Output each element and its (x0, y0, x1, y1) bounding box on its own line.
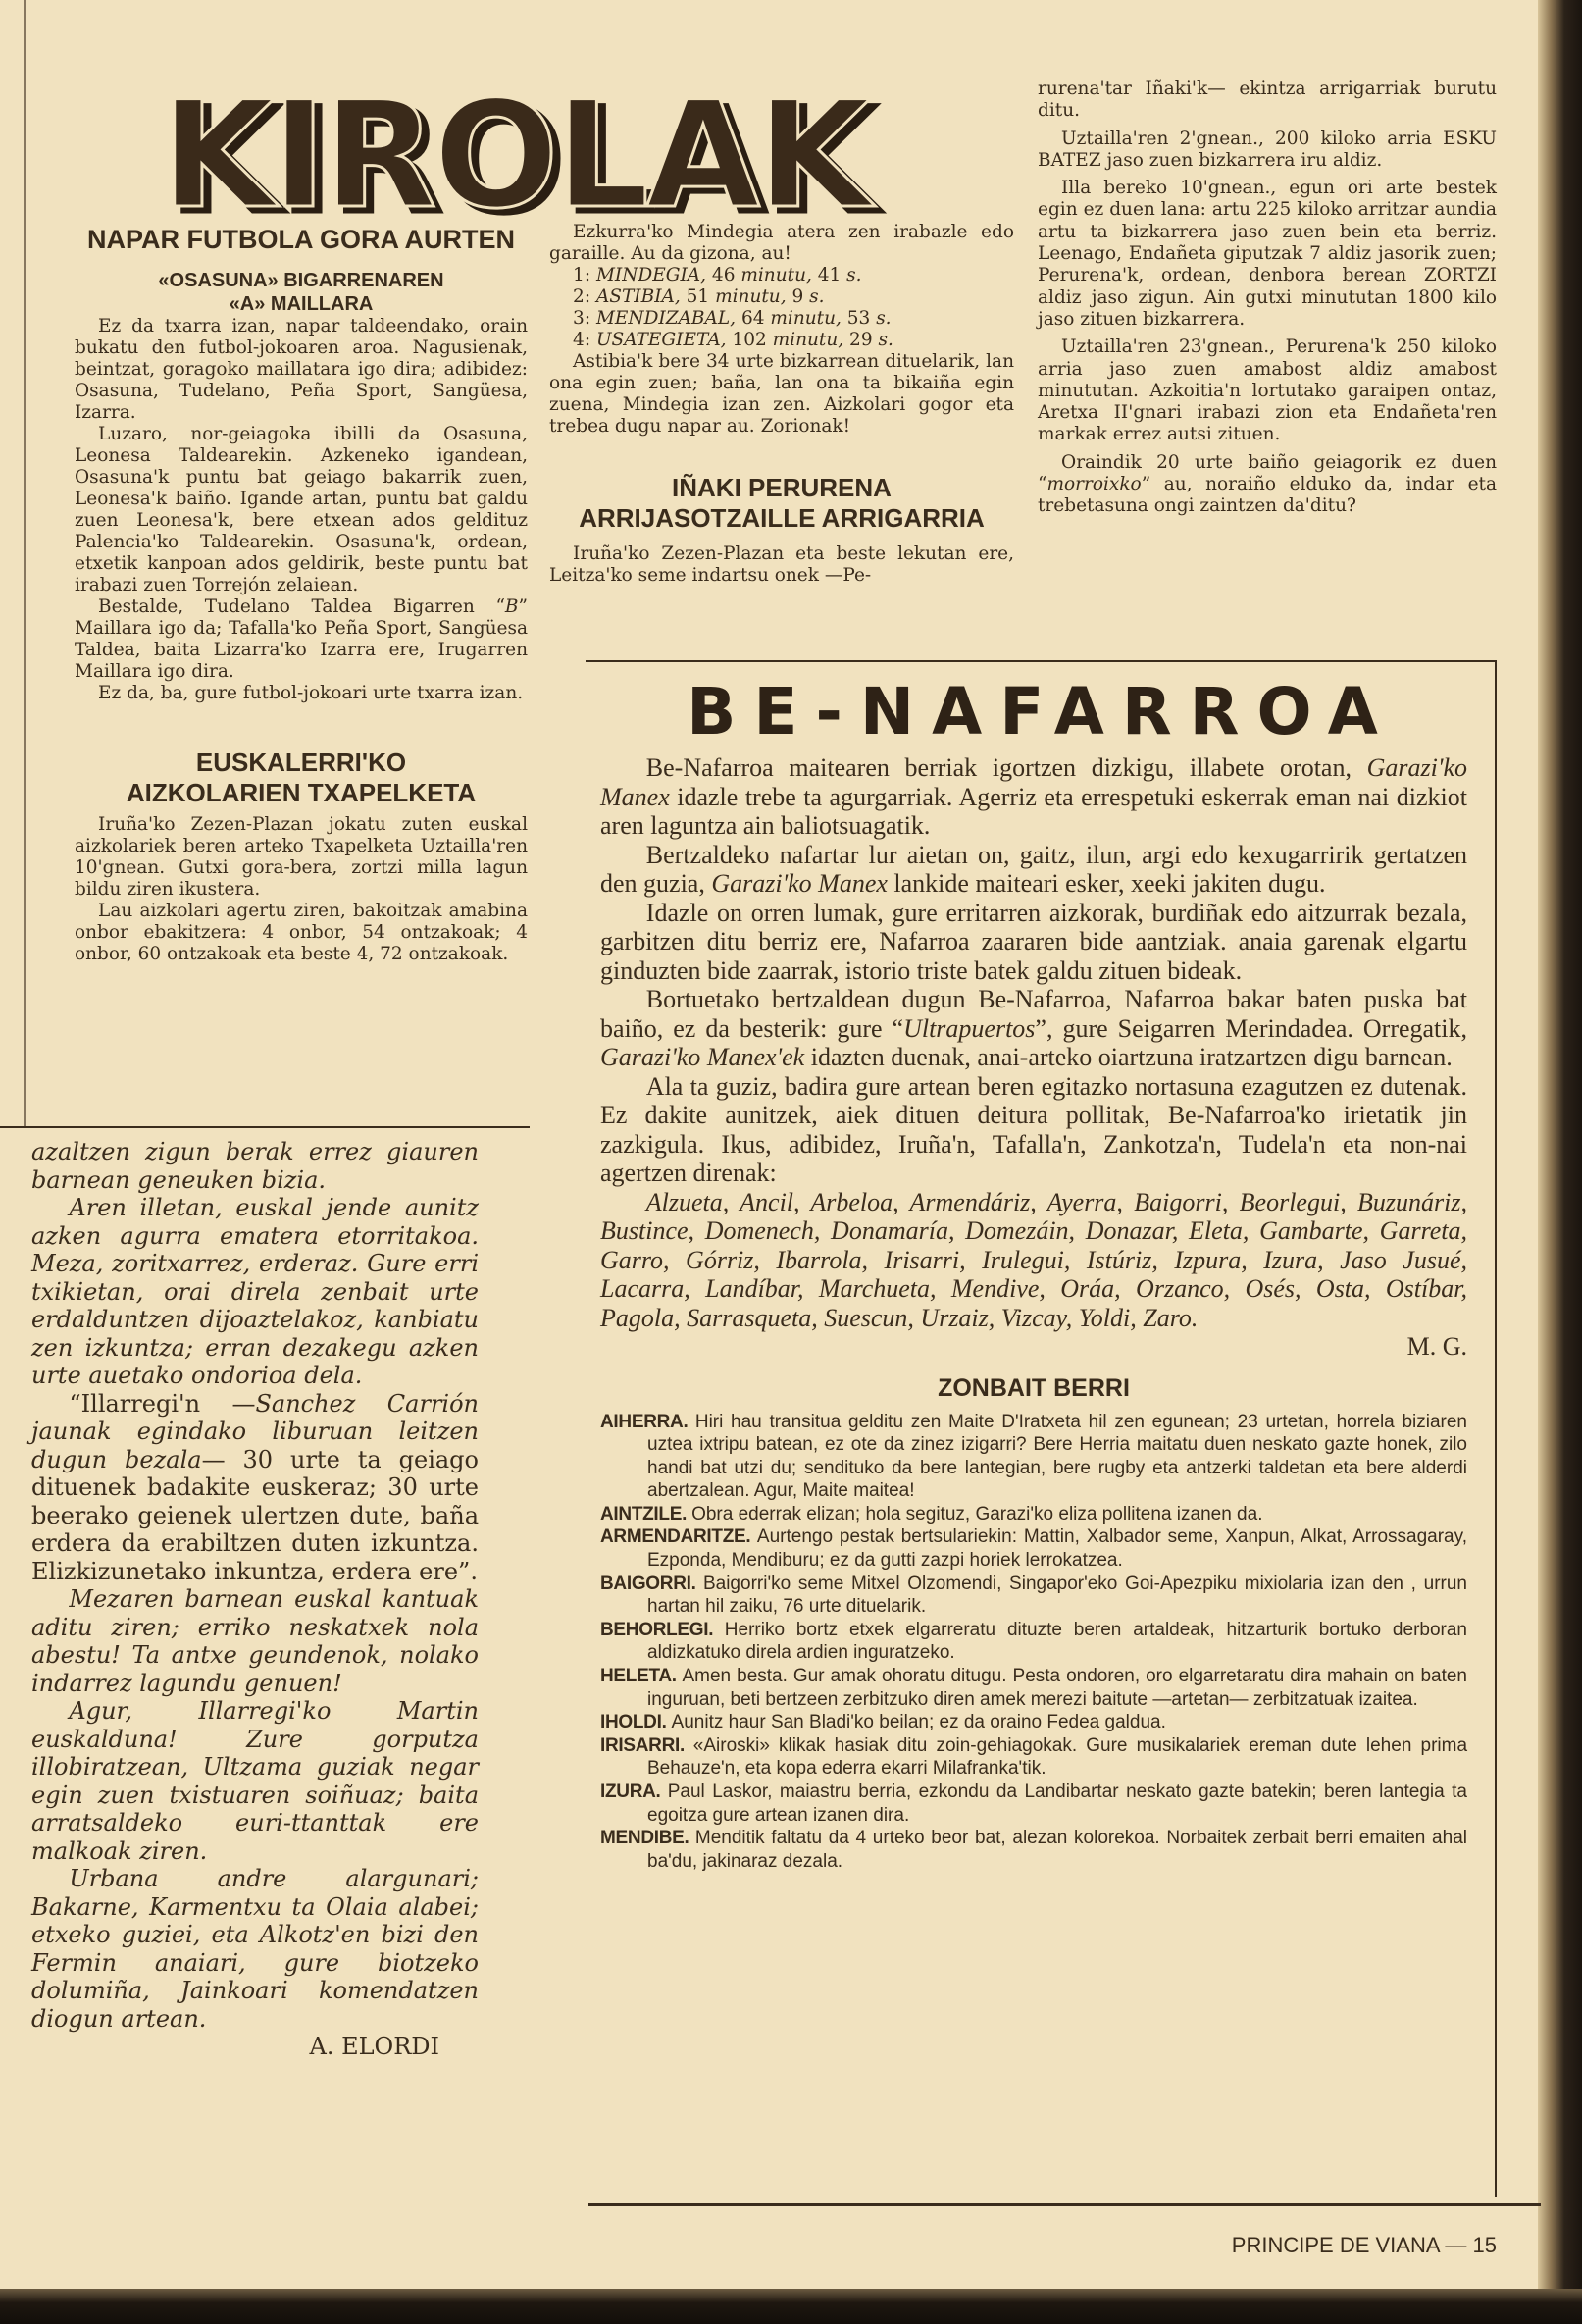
result-row (549, 330, 1014, 351)
paragraph: Ala ta guziz, badira gure artean beren egitazko nortasuna ezagutzen ez dutenak. Ez dakite aunitzek, aiek dituen deitura pollitak, Be-Nafarroa'ko irietatik jin zazkigula. Ikus, adibidez, Iruña'n, Tafalla'n, Zankotza'n, Tudela'n eta non-nai agertzen direnak: (600, 1071, 1467, 1187)
paragraph: rurena'tar Iñaki'k— ekintza arrigarriak burutu ditu. (1038, 78, 1497, 122)
paragraph (31, 1865, 479, 2033)
zonbait-berri-heading: ZONBAIT BERRI (938, 1373, 1130, 1402)
italic-text: Garazi'ko Manex (600, 753, 1467, 811)
aizkolari-body (75, 814, 528, 965)
paragraph (31, 1194, 479, 1390)
result-row (549, 286, 1014, 308)
news-item-place: AIHERRA. (600, 1411, 695, 1432)
aizkolari-continued (549, 222, 1014, 587)
kirolak-logo (157, 71, 932, 241)
text: Oraindik 20 urte baiño geiagorik ez duen “ (1038, 451, 1497, 495)
perurena-paragraph-start: Iruña'ko Zezen-Plazan eta beste lekutan ere, Leitza'ko seme indartsu onek —Pe- (549, 543, 1014, 586)
italic-text: Urbana andre alargunari; Bakarne, Karmentxu ta Olaia alabei; etxeko guziei, eta Alkotz'en bizi den Fermin anaiari, gure biotzeko dolumiña, Jainkoari komendatzen diogun artean. (31, 1865, 479, 2033)
be-nafarroa-paragraphs (600, 753, 1467, 1332)
be-nafarroa-box (586, 660, 1497, 2259)
news-item (600, 1573, 1467, 1619)
be-nafarroa-signature: M. G. (1406, 1332, 1467, 1361)
football-heading: NAPAR FUTBOLA GORA AURTEN (87, 225, 515, 254)
text: idazten duenak, anai-arteko oiartzuna iratzartzen digu barnean. (804, 1043, 1453, 1071)
news-item-place: AINTZILE. (600, 1503, 692, 1524)
italic-text: Ultrapuertos (903, 1013, 1036, 1043)
text: “Illarregi'n — (69, 1389, 256, 1418)
news-item-text: Aunitz haur San Bladi'ko beilan; ez da oraino Fedea galdua. (671, 1712, 1166, 1733)
news-item-place: IZURA. (600, 1782, 668, 1802)
aizkolari-heading-1: EUSKALERRI'KO (195, 748, 407, 777)
news-item (600, 1665, 1467, 1711)
box-top-rule (586, 660, 1497, 662)
paragraph (31, 1697, 479, 1865)
paragraph: Luzaro, nor-geiagoka ibilli da Osasuna, Leonesa Taldearekin. Azkeneko igandean, Osasuna'k puntu bat geiago bakarrik zuen, Leonesa'k baiño. Igande artan, puntu bat galdu zuen Leonesa'k, bere etxean ados geldituz Palencia'ko Taldearekin. Osasuna'k, ordean, etxetik kanpoan ados geldirik, beste puntu bat irabazi zuen Torrejón zelaiean. (75, 424, 528, 595)
result-rank: 4: (573, 330, 596, 350)
news-item-text: Obra ederrak elizan; hola segituz, Garazi'ko eliza pollitena izanen da. (691, 1503, 1263, 1524)
paragraph: Iruña'ko Zezen-Plazan jokatu zuten euskal aizkolariek beren arteko Txapelketa Uztailla'ren 10'gnean. Gutxi gora-bera, zortzi milla lagun bildu ziren ikustera. (75, 814, 528, 900)
results-list (549, 265, 1014, 351)
obituary-article (31, 1138, 479, 2061)
result-seconds-unit: s. (809, 286, 825, 307)
result-seconds: 9 (791, 286, 810, 307)
perurena-heading-2: ARRIJASOTZAILLE ARRIGARRIA (579, 503, 985, 533)
news-item-place: HELETA. (600, 1666, 683, 1687)
left-column (0, 224, 530, 2061)
left-divider (0, 1126, 530, 1128)
result-minutes-unit: minutu, (740, 265, 818, 285)
result-rank: 2: (573, 286, 596, 307)
paragraph (31, 1138, 479, 1194)
paragraph: Uztailla'ren 2'gnean., 200 kiloko arria ESKU BATEZ jaso zuen bizkarrera iru aldiz. (1038, 128, 1497, 171)
logo-text: KIROLAK (161, 71, 887, 241)
aizkolari-closing: Astibia'k bere 34 urte bizkarrean dituelarik, lan ona egin zuen; baña, lan ona ta bikaiña egin zuena, Mindegia izan zen. Aizkolari gogor eta trebea dugu napar au. Zorionak! (549, 351, 1014, 437)
be-nafarroa-body (600, 753, 1467, 1362)
news-item-text: Baigorri'ko seme Mitxel Olzomendi, Singapor'eko Goi-Apezpiku mixiolaria izan den , urrun hartan hil zaiku, 76 urte dituelarik. (647, 1573, 1467, 1618)
text: Bertzaldeko nafartar lur aietan on, gaitz, ilun, argi edo kexugarririk gertatzen den guzia, (600, 840, 1467, 898)
news-item (600, 1619, 1467, 1665)
news-item-place: IRISARRI. (600, 1734, 693, 1756)
result-rank: 3: (573, 308, 596, 329)
result-minutes: 102 (732, 330, 773, 350)
result-minutes-unit: minutu, (772, 330, 850, 350)
paragraph: Lau aizkolari agertu ziren, bakoitzak amabina onbor ebakitzera: 4 onbor, 54 ontzakoak; 4 onbor, 60 ontzakoak eta beste 4, 72 ontzakoak. (75, 901, 528, 964)
news-item-place: MENDIBE. (600, 1828, 695, 1849)
news-item (600, 1827, 1467, 1873)
italic-text: B (504, 596, 519, 617)
paragraph (600, 1188, 1467, 1333)
text: Bortuetako bertzaldean dugun Be-Nafarroa, Nafarroa bakar baten puska bat baiño, ez da besterik: gure “ (600, 985, 1467, 1043)
result-seconds-unit: s. (878, 330, 893, 350)
result-minutes: 64 (740, 308, 771, 329)
result-name: USATEGIETA, (595, 330, 733, 350)
news-item (600, 1503, 1467, 1526)
italic-text: Agur, Illarregi'ko Martin euskalduna! Zure gorputza illobiratzean, Ultzama guziak negar egin zuen txistuaren soiñuaz; baita arratsaldeko euri-ttanttak ere malkoak ziren. (31, 1697, 479, 1865)
result-seconds: 53 (846, 308, 877, 329)
paragraph: Uztailla'ren 23'gnean., Perurena'k 250 kiloko arria jaso zuen amabost aldiz amabost minututan. Azkoitia'n lortutako garaipen ontaz, Aretxa II'gnari irabazi zion eta Endañeta'ren markak errez autsi zituen. (1038, 336, 1497, 445)
news-item-text: «Airoski» klikak hasiak ditu zoin-gehiagokak. Gure musikalariek ereman dute lehen prima Behauze'n, eta kopa ederra ekarri Milafranka'tik. (647, 1734, 1468, 1780)
paragraph (600, 841, 1467, 899)
paragraph (75, 596, 528, 683)
obituary-signature: A. ELORDI (309, 2033, 439, 2060)
italic-text: Alzueta, Ancil, Arbeloa, Armendáriz, Ayerra, Baigorri, Beorlegui, Buzunáriz, Bustince, Domenech, Donamaría, Domezáin, Donazar, Eleta, Gambarte, Garreta, Garro, Górriz, Ibarrola, Irisarri, Irulegui, Istúriz, Izpura, Izura, Jaso Jusué, Lacarra, Landíbar, Marchueta, Mendive, Oráa, Orzanco, Osés, Osta, Ostíbar, Pagola, Sarrasqueta, Suescun, Urzaiz, Vizcay, Yoldi, Zaro. (600, 1187, 1467, 1332)
news-item-text: Amen besta. Gur amak ohoratu ditugu. Pesta ondoren, oro elgarretaratu dira mahain on baten inguruan, beti bertzeen zerbitzuko diren amek merezi baitute —artetan— zerbitzatuak izaitea. (647, 1666, 1467, 1710)
paragraph: Idazle on orren lumak, gure erritarren aizkorak, burdiñak edo aitzurrak bezala, garbitzen ditu berriz ere, Nafarroa zaararen bide aantziak. anaia garenak elgartu ginduzten bide zaarrak, istorio triste batek galdu zituen bideak. (600, 898, 1467, 985)
paragraph (600, 753, 1467, 841)
news-item-text: Menditik faltatu da 4 urteko beor bat, alezan kolorekoa. Norbaitek zerbait berri emaiten ahal ba'du, jakinaraz dezala. (647, 1828, 1467, 1872)
news-item-text: Aurtengo pestak bertsulariekin: Mattin, Xalbador seme, Xanpun, Alkat, Arrossagaray, Ezponda, Mendiburu; ez da gutti zazpi horiek lerrokatzea. (647, 1526, 1467, 1572)
result-minutes-unit: minutu, (715, 286, 792, 307)
result-name: ASTIBIA, (595, 286, 687, 307)
text: Be-Nafarroa maitearen berriak igortzen dizkigu, illabete orotan, (645, 753, 1367, 782)
result-row (549, 308, 1014, 330)
italic-text: Aren illetan, euskal jende aunitz azken agurra ematera etorritakoa. Meza, zoritxarrez, erderaz. Gure erri txikietan, orai direla zenbait urte erdalduntzen dijoaztelakoz, kanbiatu zen izkuntza; erran dezakegu azken urte auetako ondorioa dela. (31, 1194, 479, 1389)
news-item-place: BAIGORRI. (600, 1573, 703, 1594)
news-item-place: IHOLDI. (600, 1712, 672, 1733)
italic-text: Mezaren barnean euskal kantuak aditu ziren; erriko neskatxek nola abestu! Ta antxe geundenok, nolako indarrez lagundu genuen! (31, 1585, 479, 1697)
result-minutes: 51 (686, 286, 716, 307)
aizkolari-heading-2: AIZKOLARIEN TXAPELKETA (126, 778, 477, 807)
text: ” Maillara igo da; Tafalla'ko Peña Sport, Sangüesa Taldea, baita Lizarra'ko Izarra ere, Irugarren Maillara igo dira. (75, 596, 528, 682)
result-name: MINDEGIA, (595, 265, 712, 285)
paragraph (31, 1390, 479, 1586)
result-row (549, 265, 1014, 286)
page-edge-right (1538, 0, 1582, 2324)
page-edge-bottom (0, 2289, 1582, 2324)
result-minutes: 46 (711, 265, 741, 285)
perurena-continued (1038, 78, 1497, 518)
italic-text: Garazi'ko Manex (711, 869, 888, 898)
text: ”, gure Seigarren Merindadea. Orregatik, (1035, 1013, 1467, 1043)
news-items (600, 1411, 1467, 1874)
news-item (600, 1734, 1467, 1781)
text: — 30 urte ta geiago dituenek badakite euskeraz; 30 urte beerako geienek ulertzen dute, baña erdera da erabiltzen duten izkuntza. Elizkizunetako inkuntza, erdera ere”. (31, 1445, 479, 1585)
football-subheading-2: «A» MAILLARA (229, 293, 374, 315)
football-subheading-1: «OSASUNA» BIGARRENAREN (158, 270, 444, 291)
paragraph (1038, 452, 1497, 518)
italic-text: azaltzen zigun berak errez giauren barnean geneuken bizia. (31, 1138, 479, 1194)
italic-text: morroixko (1046, 474, 1142, 495)
result-name: MENDIZABAL, (595, 308, 741, 329)
news-item (600, 1411, 1467, 1503)
news-item (600, 1525, 1467, 1572)
paragraph: Illa bereko 10'gnean., egun ori arte bestek egin ez duen lana: artu 225 kiloko arritzar aundia artu ta bizkarrera jaso zuen bein eta berriz. Leenago, Endañeta giputzak 7 aldiz jasorik zuen; Perurena'k, ordean, denbora berean ZORTZI aldiz jaso zigun. Ain gutxi minututan 1800 kilo jaso zituen bizkarrera. (1038, 178, 1497, 330)
news-item-place: BEHORLEGI. (600, 1619, 725, 1640)
zonbait-berri-section (600, 1371, 1467, 1874)
perurena-heading-1: IÑAKI PERURENA (672, 473, 892, 502)
news-item-text: Hiri hau transitua gelditu zen Maite D'Iratxeta hil zen egunean; 23 urtetan, horrela biziaren uztea ixtripu batean, ez ote da zinez izigarri? Bere Herria maitatu duen neskato gazte honek, zilo handi bat utzi du; sendituko da bere lantegian, bere rugby eta antzerki taldetan eta bere alderdi abertzalean. Agur, Maite maitea! (647, 1411, 1467, 1502)
page-footer: PRINCIPE DE VIANA — 15 (1231, 2233, 1497, 2257)
text: Bestalde, Tudelano Taldea Bigarren “ (98, 596, 505, 617)
italic-text: Garazi'ko Manex'ek (600, 1043, 805, 1071)
news-item (600, 1711, 1467, 1734)
paragraph (31, 1585, 479, 1697)
news-item-text: Herriko bortz etxek elgarreratu dituzte beren artaldeak, hitzarturik bortuko derboran aldizkatuko direla ardien inguratzeko. (647, 1619, 1467, 1664)
news-item (600, 1781, 1467, 1827)
aizkolari-intro: Ezkurra'ko Mindegia atera zen irabazle edo garaille. Au da gizona, au! (549, 222, 1014, 264)
text: idazle trebe ta agurgarriak. Agerriz eta errespetuki eskerrak eman nai dizkiot aren laguntza ain baliotsuagatik. (600, 782, 1467, 840)
news-item-place: ARMENDARITZE. (600, 1526, 757, 1548)
perurena-body (1038, 78, 1497, 518)
paragraph: Ez da, ba, gure futbol-jokoari urte txarra izan. (98, 683, 524, 703)
text: lankide maiteari esker, xeeki jakiten dugu. (887, 869, 1326, 898)
result-seconds-unit: s. (876, 308, 892, 329)
result-seconds-unit: s. (846, 265, 862, 285)
paragraph: Ez da txarra izan, napar taldeendako, orain bukatu den futbol-jokoaren aroa. Nagusienak, beintzat, goragoko maillatara igo dira; adibidez: Osasuna, Tudelano, Peña Sport, Sangüesa, Izarra. (75, 316, 528, 423)
result-rank: 1: (573, 265, 596, 285)
news-item-text: Paul Laskor, maiastru berria, ezkondu da Landibartar neskato gazte batekin; beren lantegia ta egoitza gure artean izanen dira. (647, 1782, 1467, 1826)
be-nafarroa-title: BE-NAFARROA (687, 674, 1396, 749)
bottom-rule (588, 2203, 1541, 2206)
obituary-body (31, 1138, 479, 2033)
italic-text: Sanchez Carrión jaunak egindako liburuan leitzen dugun bezala (31, 1389, 480, 1473)
result-seconds: 41 (817, 265, 847, 285)
result-minutes-unit: minutu, (770, 308, 847, 329)
result-seconds: 29 (849, 330, 879, 350)
text: ” au, noraiño elduko da, indar eta trebetasuna ongi zaintzen da'ditu? (1038, 474, 1497, 517)
football-article (75, 224, 528, 1116)
football-body (75, 316, 528, 704)
paragraph (600, 985, 1467, 1072)
